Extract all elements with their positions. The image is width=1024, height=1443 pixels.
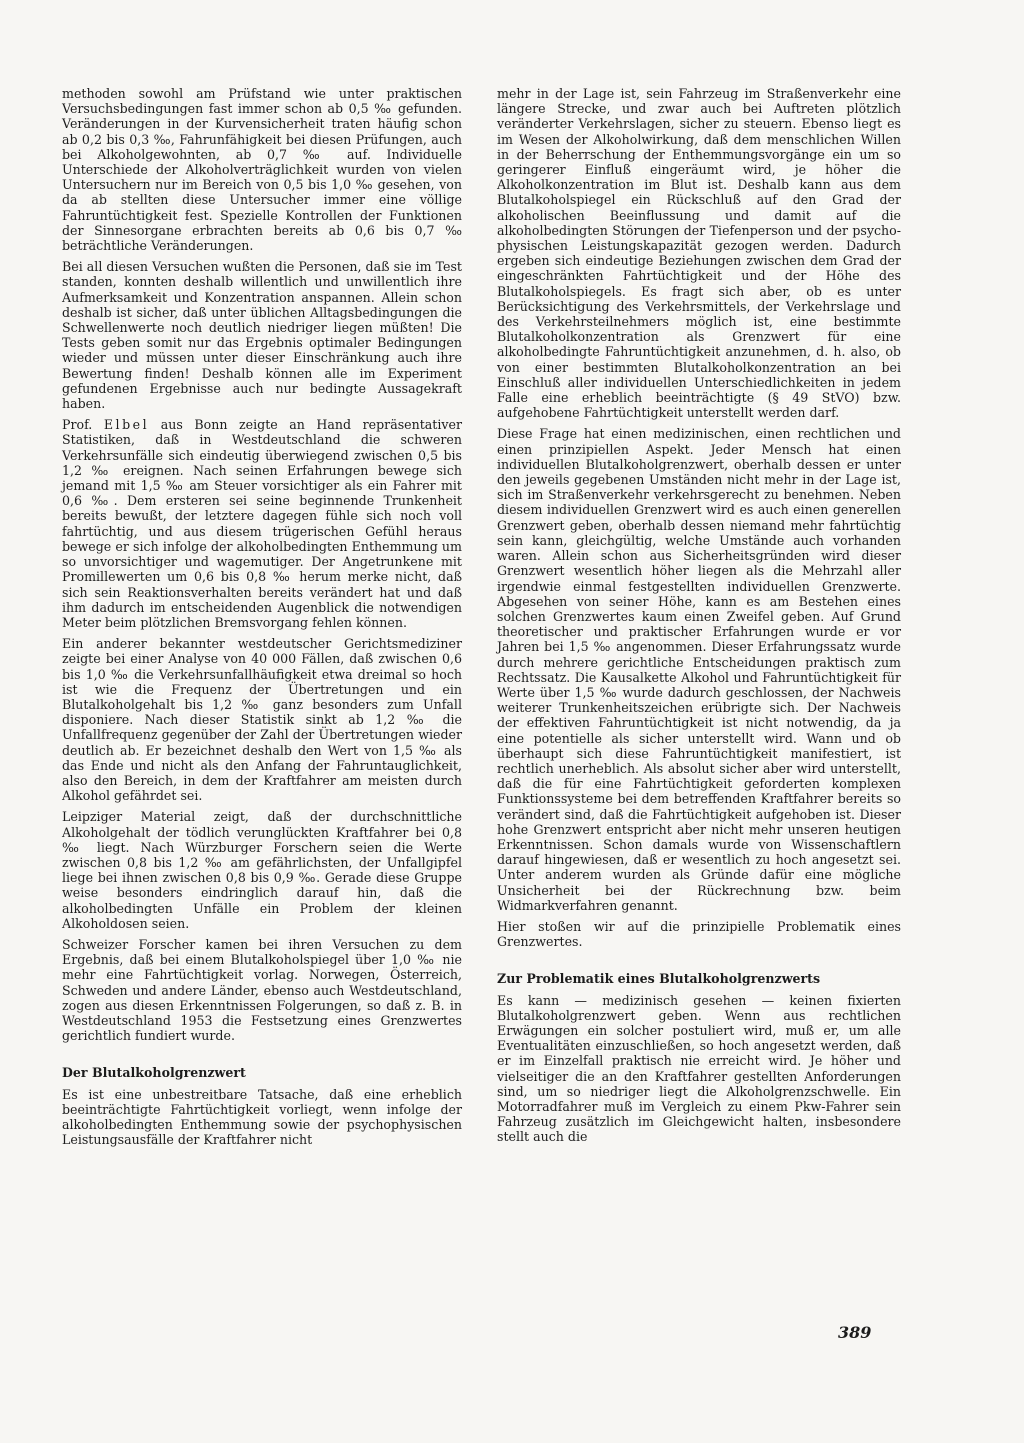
paragraph: Es ist eine unbestreitbare Tatsache, daß eine erheblich beeinträchtigte Fahrtüchtigkeit vorliegt, wenn infolge der alkoholbedingten Enthemmung sowie der psychophysischen Leistungsausfälle der Kraftfahrer nicht [62, 1086, 462, 1148]
paragraph: Leipziger Material zeigt, daß der durchschnittliche Alkoholgehalt der tödlich verunglückten Kraftfahrer bei 0,8 ‰ liegt. Nach Würzburger Forschern seien die Werte zwischen 0,8 bis 1,2 ‰ am gefährlichsten, der Unfallgipfel liege bei ihnen zwischen 0,8 bis 0,9 ‰. Gerade diese Gruppe weise besonders eindringlich darauf hin, daß die alkoholbedingten Unfälle ein Problem der kleinen Alkoholdosen seien. [62, 809, 462, 931]
section-heading: Der Blutalkoholgrenzwert [62, 1065, 246, 1081]
paragraph [62, 417, 462, 630]
paragraph: methoden sowohl am Prüfstand wie unter praktischen Versuchsbedingungen fast immer schon ab 0,5 ‰ gefunden. Veränderungen in der Kurvensicherheit traten häufig schon ab 0,2 bis 0,3 ‰, Fahrunfähigkeit bei diesen Prüfungen, auch bei Alkoholgewohnten, ab 0,7 ‰ auf. Individuelle Unterschiede der Alkoholverträglichkeit wurden von vielen Untersuchern nur im Bereich von 0,5 bis 1,0 ‰ gesehen, von da ab stellten diese Untersucher immer eine völlige Fahruntüchtigkeit fest. Spezielle Kontrollen der Funktionen der Sinnesorgane erbrachten bereits ab 0,6 bis 0,7 ‰ beträchtliche Veränderungen. [62, 86, 462, 254]
paragraph-text: aus Bonn zeigte an Hand repräsentativer Statistiken, daß in Westdeutschland die schweren Verkehrsunfälle sich eindeutig überwiegend zwischen 0,5 bis 1,2 ‰ ereignen. Nach seinen Erfahrungen bewege sich jemand mit 1,5 ‰ am Steuer vorsichtiger als ein Fahrer mit 0,6 ‰. Dem ersteren sei seine beginnende Trunkenheit bereits bewußt, der letztere dagegen fühle sich noch voll fahrtüchtig, und aus diesem trügerischen Gefühl heraus bewege er sich infolge der alkoholbedingten Enthemmung um so unvorsichtiger und wagemutiger. Der Angetrunkene mit Promillewerten um 0,6 bis 0,8 ‰ herum merke nicht, daß sich sein Reaktionsverhalten bereits verändert hat und daß ihm dadurch im entscheidenden Augenblick die notwendigen Meter beim plötzlichen Bremsvorgang fehlen können. [62, 417, 462, 630]
paragraph: Hier stoßen wir auf die prinzipielle Problematik eines Grenzwertes. [497, 918, 901, 950]
paragraph: Schweizer Forscher kamen bei ihren Versuchen zu dem Ergebnis, daß bei einem Blutalkoholspiegel über 1,0 ‰ nie mehr eine Fahrtüchtigkeit vorlag. Norwegen, Österreich, Schweden und andere Länder, ebenso auch Westdeutschland, zogen aus diesen Erkenntnissen Folgerungen, so daß z. B. in Westdeutschland 1953 die Festsetzung eines Grenzwertes gerichtlich fundiert wurde. [62, 936, 462, 1044]
author-name: Elbel [103, 417, 150, 433]
paragraph: mehr in der Lage ist, sein Fahrzeug im Straßenverkehr eine längere Strecke, und zwar auch bei Auftreten plötzlich veränderter Verkehrslagen, sicher zu steuern. Ebenso liegt es im Wesen der Alkoholwirkung, daß dem menschlichen Willen in der Beherrschung der Enthemmungsvorgänge ein um so geringerer Einfluß eingeräumt wird, je höher die Alkoholkonzentration im Blut ist. Deshalb kann aus dem Blutalkoholspiegel ein Rückschluß auf den Grad der alkoholischen Beeinflussung und damit auf die alkoholbedingten Störungen der Tiefenperson und der psycho-physischen Leistungskapazität gezogen werden. Dadurch ergeben sich eindeutige Beziehungen zwischen dem Grad der eingeschränkten Fahrtüchtigkeit und der Höhe des Blutalkoholspiegels. Es fragt sich aber, ob es unter Berücksichtigung des Verkehrsmittels, der Verkehrslage und des Verkehrsteilnehmers möglich ist, eine bestimmte Blutalkoholkonzentration als Grenzwert für eine alkoholbedingte Fahruntüchtigkeit anzunehmen, d. h. also, ob von einer bestimmten Blutalkoholkonzentration an bei Einschluß aller individuellen Unterschiedlichkeiten in jedem Falle eine erheblich beeinträchtigte (§ 49 StVO) bzw. aufgehobene Fahrtüchtigkeit unterstellt werden darf. [497, 86, 901, 421]
paragraph: Bei all diesen Versuchen wußten die Personen, daß sie im Test standen, konnten deshalb willentlich und unwillentlich ihre Aufmerksamkeit und Konzentration anspannen. Allein schon deshalb ist sicher, daß unter üblichen Alltagsbedingungen die Schwellenwerte noch deutlich niedriger liegen müßten! Die Tests geben somit nur das Ergebnis optimaler Bedingungen wieder und müssen unter dieser Einschränkung auch ihre Bewertung finden! Deshalb können alle im Experiment gefundenen Ergebnisse auch nur bedingte Aussagekraft haben. [62, 259, 462, 412]
section-heading: Zur Problematik eines Blutalkoholgrenzwerts [497, 971, 821, 987]
paragraph-prefix: Prof. [62, 417, 104, 433]
page-number: 389 [838, 1323, 872, 1342]
left-column [62, 86, 462, 1153]
paragraph: Diese Frage hat einen medizinischen, einen rechtlichen und einen prinzipiellen Aspekt. Jeder Mensch hat einen individuellen Blutalkoholgrenzwert, oberhalb dessen er unter den jeweils gegebenen Umständen nicht mehr in der Lage ist, sich im Straßenverkehr verkehrsgerecht zu benehmen. Neben diesem individuellen Grenzwert wird es auch einen generellen Grenzwert geben, oberhalb dessen niemand mehr fahrtüchtig sein kann, gleichgültig, welche Umstände auch vorhanden waren. Allein schon aus Sicherheitsgründen wird dieser Grenzwert wesentlich höher liegen als die Mehrzahl aller irgendwie einmal festgestellten individuellen Grenzwerte. Abgesehen von seiner Höhe, kann es am Bestehen eines solchen Grenzwertes kaum einen Zweifel geben. Auf Grund theoretischer und praktischer Erfahrungen wurde er vor Jahren bei 1,5 ‰ angenommen. Dieser Erfahrungssatz wurde durch mehrere gerichtliche Entscheidungen praktisch zum Rechtssatz. Die Kausalkette Alkohol und Fahruntüchtigkeit für Werte über 1,5 ‰ wurde dadurch geschlossen, der Nachweis weiterer Trunkenheitszeichen erübrigte sich. Der Nachweis der effektiven Fahruntüchtigkeit ist nicht notwendig, da ja eine potentielle als sicher unterstellt wird. Wann und ob überhaupt sich diese Fahruntüchtigkeit manifestiert, ist rechtlich unerheblich. Als absolut sicher aber wird unterstellt, daß die für eine Fahrtüchtigkeit geforderten komplexen Funktionssysteme bei dem betreffenden Kraftfahrer bereits so verändert sind, daß die Fahrtüchtigkeit aufgehoben ist. Dieser hohe Grenzwert entspricht aber nicht mehr unseren heutigen Erkenntnissen. Schon damals wurde von Wissenschaftlern darauf hingewiesen, daß er wesentlich zu hoch angesetzt sei. Unter anderem wurden als Gründe dafür eine mögliche Unsicherheit bei der Rückrechnung bzw. beim Widmarkverfahren genannt. [497, 426, 901, 913]
paragraph: Ein anderer bekannter westdeutscher Gerichtsmediziner zeigte bei einer Analyse von 40 000 Fällen, daß zwischen 0,6 bis 1,0 ‰ die Verkehrsunfallhäufigkeit etwa dreimal so hoch ist wie die Frequenz der Übertretungen und ein Blutalkoholgehalt bis 1,2 ‰ ganz besonders zum Unfall disponiere. Nach dieser Statistik sinkt ab 1,2 ‰ die Unfallfrequenz gegenüber der Zahl der Übertretungen wieder deutlich ab. Er bezeichnet deshalb den Wert von 1,5 ‰ als das Ende und nicht als den Anfang der Fahruntauglichkeit, also den Bereich, in dem der Kraftfahrer am meisten durch Alkohol gefährdet sei. [62, 636, 462, 804]
right-column [497, 86, 901, 1151]
paragraph: Es kann — medizinisch gesehen — keinen fixierten Blutalkoholgrenzwert geben. Wenn aus rechtlichen Erwägungen ein solcher postuliert wird, muß er, um alle Eventualitäten einzuschließen, so hoch angesetzt werden, daß er im Einzelfall praktisch nie erreicht wird. Je höher und vielseitiger die an den Kraftfahrer gestellten Anforderungen sind, um so niedriger liegt die Alkoholgrenzschwelle. Ein Motorradfahrer muß im Vergleich zu einem Pkw-Fahrer sein Fahrzeug zusätzlich im Gleichgewicht halten, insbesondere stellt auch die [497, 992, 901, 1145]
